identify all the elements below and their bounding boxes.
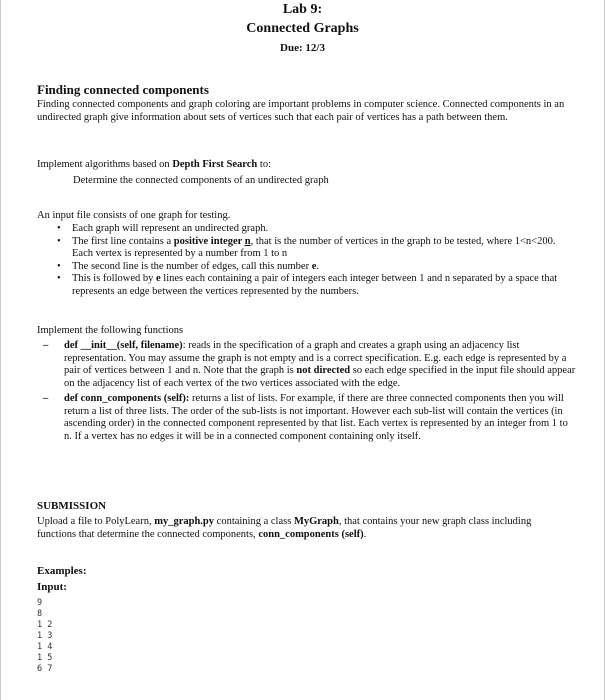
list-item: • This is followed by e lines each containing a pair of integers each integer between 1 and n separated by a space that represents an edge between the vertices represented by the numbers. [57, 273, 558, 297]
lab-number: Lab 9: [282, 2, 323, 17]
code-line: 9 [37, 598, 43, 608]
dfs-task: Determine the connected components of an undirected graph [73, 175, 329, 186]
examples-heading: Examples: [37, 565, 87, 577]
code-line: 1 4 [37, 642, 53, 652]
code-line: 1 2 [37, 620, 53, 630]
input-intro: An input file consists of one graph for testing. [37, 210, 231, 221]
code-line: 1 5 [37, 653, 53, 663]
submission-paragraph: Upload a file to PolyLearn, my_graph.py containing a class MyGraph, that contains your new graph class including functions that determine the connected components, conn_components (self). [37, 516, 532, 540]
code-line: 6 7 [37, 664, 53, 674]
dfs-term: Depth First Search [172, 159, 258, 170]
conn-components-signature: def conn_components (self): [64, 393, 190, 404]
input-label: Input: [37, 581, 67, 593]
code-line: 1 3 [37, 631, 53, 641]
list-item: – def __init__(self, filename): reads in the specification of a graph and creates a graph using an adjacency list representation. You may assume the graph is not empty and is a correct specification. E.g. each edge is represented by a pair of vertices between 1 and n. Note that the graph is not directed so each edge specified in the input file should appear on the adjacency list of each vertex of the two vertices associated with the edge. [43, 340, 576, 389]
example-input [37, 598, 52, 675]
bullet-icon: • [57, 273, 61, 284]
functions-intro: Implement the following functions [37, 325, 184, 336]
due-date: Due: 12/3 [280, 42, 325, 54]
list-item: • Each graph will represent an undirected graph. [57, 223, 269, 234]
class-name: MyGraph [293, 516, 339, 527]
functions-list [37, 340, 577, 443]
finding-paragraph: Finding connected components and graph coloring are important problems in computer science. Connected components in an undirected graph give information about sets of vertices such that each pair of vertices has a path between them. [37, 99, 565, 123]
dash-icon: – [43, 393, 49, 404]
bullet-icon: • [57, 223, 61, 234]
list-item: • The second line is the number of edges, call this number e. [57, 260, 319, 272]
implement-dfs-prefix: Implement algorithms based on [37, 159, 173, 170]
finding-heading: Finding connected components [37, 82, 209, 97]
document-title: Connected Graphs [246, 21, 359, 36]
dash-icon: – [43, 340, 49, 351]
bullet-icon: • [57, 260, 61, 272]
bullet-icon: • [57, 235, 61, 247]
code-line: 8 [37, 609, 43, 619]
init-signature: def __init__(self, filename) [64, 340, 183, 351]
list-item: – def conn_components (self): returns a list of lists. For example, if there are three connected components then you will return a list of three lists. The order of the sub-lists is not important. However each sub-list will contain the vertices (in ascending order) in the connected component represented by that list. Each vertex is represented by an integer from 1 to n. If a vertex has no edges it will be in a connected component containing only itself. [43, 393, 568, 442]
implement-dfs-suffix: to: [257, 159, 271, 170]
list-item: • The first line contains a positive integer n, that is the number of vertices in the graph to be tested, where 1<n<200. Each vertex is represented by a number from 1 to n [57, 235, 556, 259]
filename: my_graph.py [154, 516, 215, 527]
submission-heading: SUBMISSION [37, 500, 107, 512]
input-bullet-list [37, 223, 569, 298]
implement-dfs-line [37, 159, 577, 172]
